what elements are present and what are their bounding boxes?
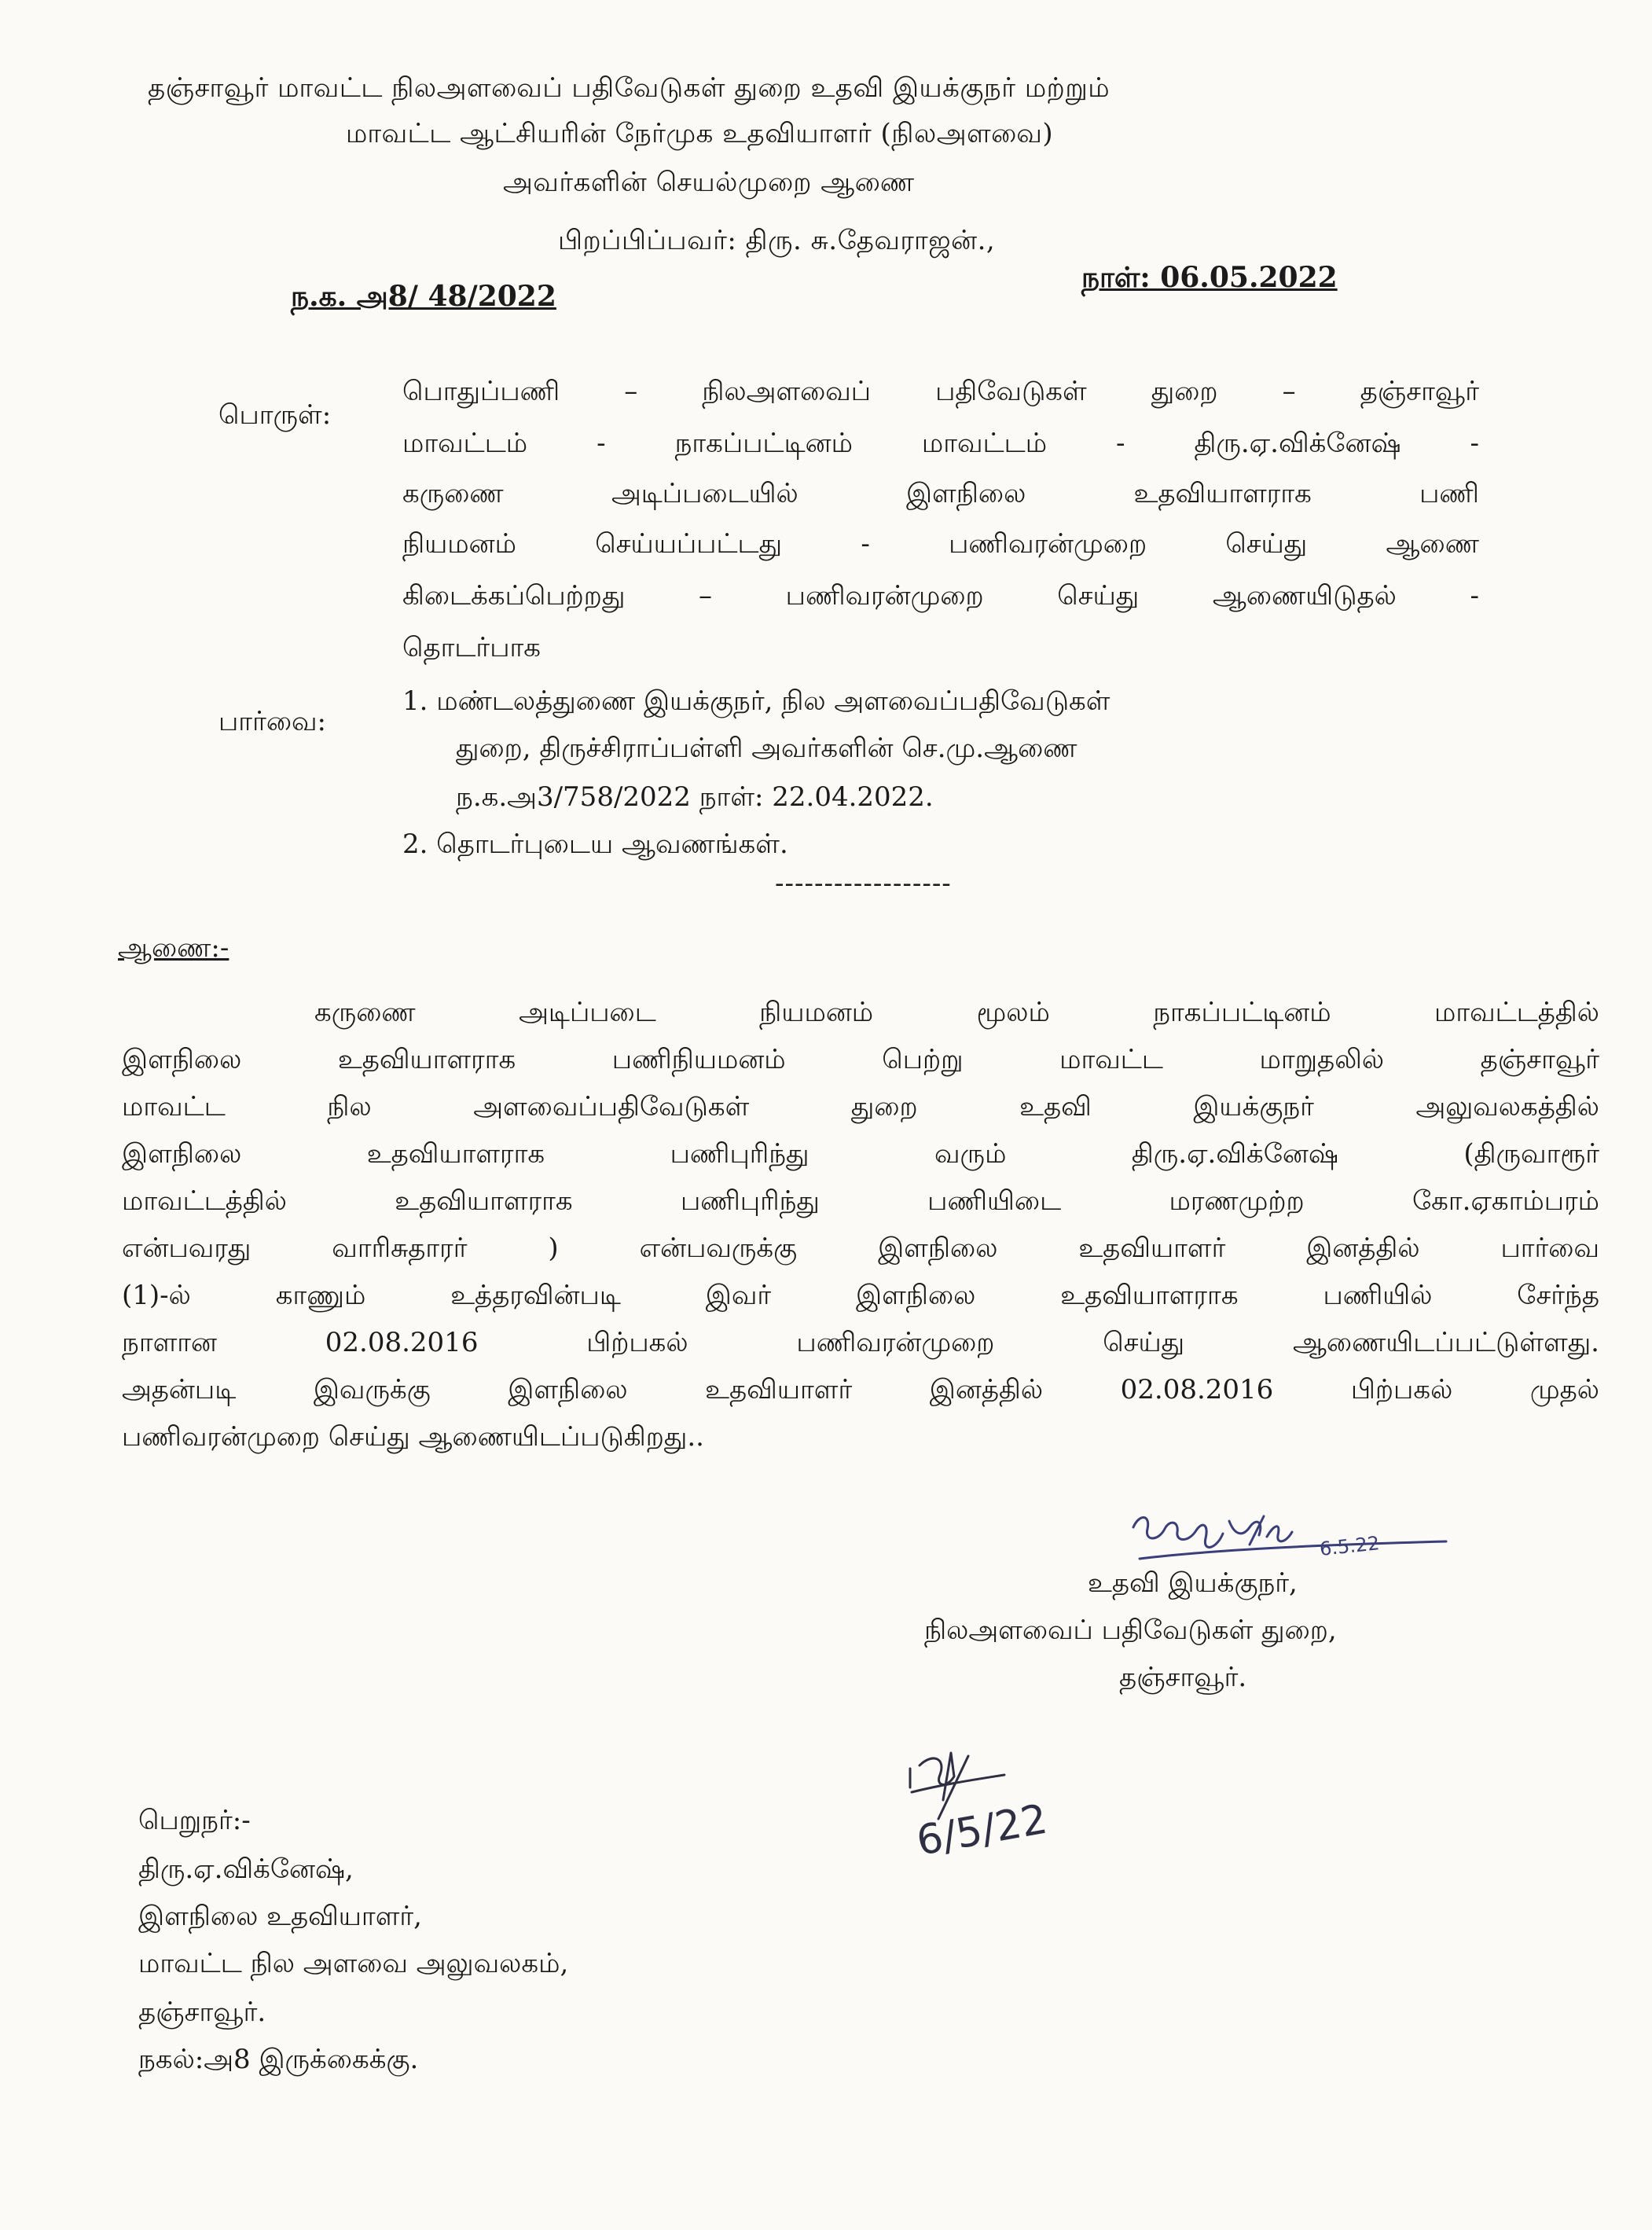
subject-line: தொடர்பாக: [402, 632, 541, 663]
order-paragraph-line: (1)-ல் காணும் உத்தரவின்படி இவர் இளநிலை உதவியாளராக பணியில் சேர்ந்த: [122, 1280, 1599, 1311]
reference-item-1-line-3: ந.க.அ3/758/2022 நாள்: 22.04.2022.: [456, 781, 934, 813]
header-line-4: பிறப்பிப்பவர்: திரு. சு.தேவராஜன்.,: [558, 225, 996, 256]
initial-mark: [896, 1737, 1077, 1879]
reference-label: பார்வை:: [218, 706, 326, 737]
reference-item-1-line-1: 1. மண்டலத்துணை இயக்குநர், நில அளவைப்பதிவேடுகள்: [402, 685, 1111, 717]
order-paragraph-line: இளநிலை உதவியாளராக பணிபுரிந்து வரும் திரு.ஏ.விக்னேஷ் (திருவாரூர்: [122, 1138, 1599, 1170]
signatory-department: நிலஅளவைப் பதிவேடுகள் துறை,: [924, 1615, 1337, 1646]
order-paragraph-line: நாளான 02.08.2016 பிற்பகல் பணிவரன்முறை செய்து ஆணையிடப்பட்டுள்ளது.: [122, 1327, 1599, 1358]
subject-line: நியமனம் செய்யப்பட்டது - பணிவரன்முறை செய்து ஆணை: [402, 528, 1479, 560]
order-paragraph-line: கருணை அடிப்படை நியமனம் மூலம் நாகப்பட்டினம் மாவட்டத்தில்: [314, 997, 1599, 1028]
signatory-designation: உதவி இயக்குநர்,: [1088, 1567, 1298, 1599]
reference-separator: ------------------: [775, 868, 952, 899]
reference-item-2: 2. தொடர்புடைய ஆவணங்கள்.: [402, 828, 788, 860]
recipient-name: திரு.ஏ.விக்னேஷ்,: [138, 1853, 354, 1885]
subject-line: கருணை அடிப்படையில் இளநிலை உதவியாளராக பணி: [402, 478, 1479, 509]
signature-date: 6.5.22: [1318, 1532, 1381, 1560]
subject-label: பொருள்:: [218, 399, 332, 431]
header-line-3: அவர்களின் செயல்முறை ஆணை: [503, 167, 915, 198]
reference-item-1-line-2: துறை, திருச்சிராப்பள்ளி அவர்களின் செ.மு.ஆணை: [456, 733, 1077, 764]
subject-line: கிடைக்கப்பெற்றது – பணிவரன்முறை செய்து ஆணையிடுதல் -: [402, 580, 1479, 612]
reference-date: நாள்: 06.05.2022: [1081, 261, 1338, 294]
order-paragraph-line: பணிவரன்முறை செய்து ஆணையிடப்படுகிறது..: [122, 1421, 704, 1453]
header-line-1: தஞ்சாவூர் மாவட்ட நிலஅளவைப் பதிவேடுகள் துறை உதவி இயக்குநர் மற்றும்: [148, 72, 1111, 104]
subject-line: மாவட்டம் - நாகப்பட்டினம் மாவட்டம் - திரு.ஏ.விக்னேஷ் -: [402, 428, 1479, 459]
signatory-place: தஞ்சாவூர்.: [1119, 1662, 1247, 1693]
header-line-2: மாவட்ட ஆட்சியரின் நேர்முக உதவியாளர் (நிலஅளவை): [346, 118, 1054, 149]
copy-to: நகல்:அ8 இருக்கைக்கு.: [138, 2044, 419, 2075]
order-paragraph-line: என்பவரது வாரிசுதாரர் ) என்பவருக்கு இளநிலை உதவியாளர் இனத்தில் பார்வை: [122, 1233, 1599, 1264]
recipient-office: மாவட்ட நில அளவை அலுவலகம்,: [138, 1948, 569, 1979]
order-paragraph-line: அதன்படி இவருக்கு இளநிலை உதவியாளர் இனத்தில் 02.08.2016 பிற்பகல் முதல்: [122, 1374, 1599, 1405]
recipient-label: பெறுநர்:-: [138, 1805, 251, 1836]
order-paragraph-line: மாவட்ட நில அளவைப்பதிவேடுகள் துறை உதவி இயக்குநர் அலுவலகத்தில்: [122, 1091, 1599, 1122]
order-paragraph-line: இளநிலை உதவியாளராக பணிநியமனம் பெற்று மாவட்ட மாறுதலில் தஞ்சாவூர்: [122, 1044, 1599, 1075]
reference-number: ந.க. அ8/ 48/2022: [291, 280, 556, 313]
recipient-place: தஞ்சாவூர்.: [138, 1997, 266, 2028]
initial-date: 6/5/22: [912, 1795, 1052, 1865]
recipient-post: இளநிலை உதவியாளர்,: [138, 1901, 422, 1932]
subject-line: பொதுப்பணி – நிலஅளவைப் பதிவேடுகள் துறை – தஞ்சாவூர்: [402, 376, 1479, 407]
order-paragraph-line: மாவட்டத்தில் உதவியாளராக பணிபுரிந்து பணியிடை மரணமுற்ற கோ.ஏகாம்பரம்: [122, 1185, 1599, 1217]
order-heading: ஆணை:-: [118, 932, 229, 964]
